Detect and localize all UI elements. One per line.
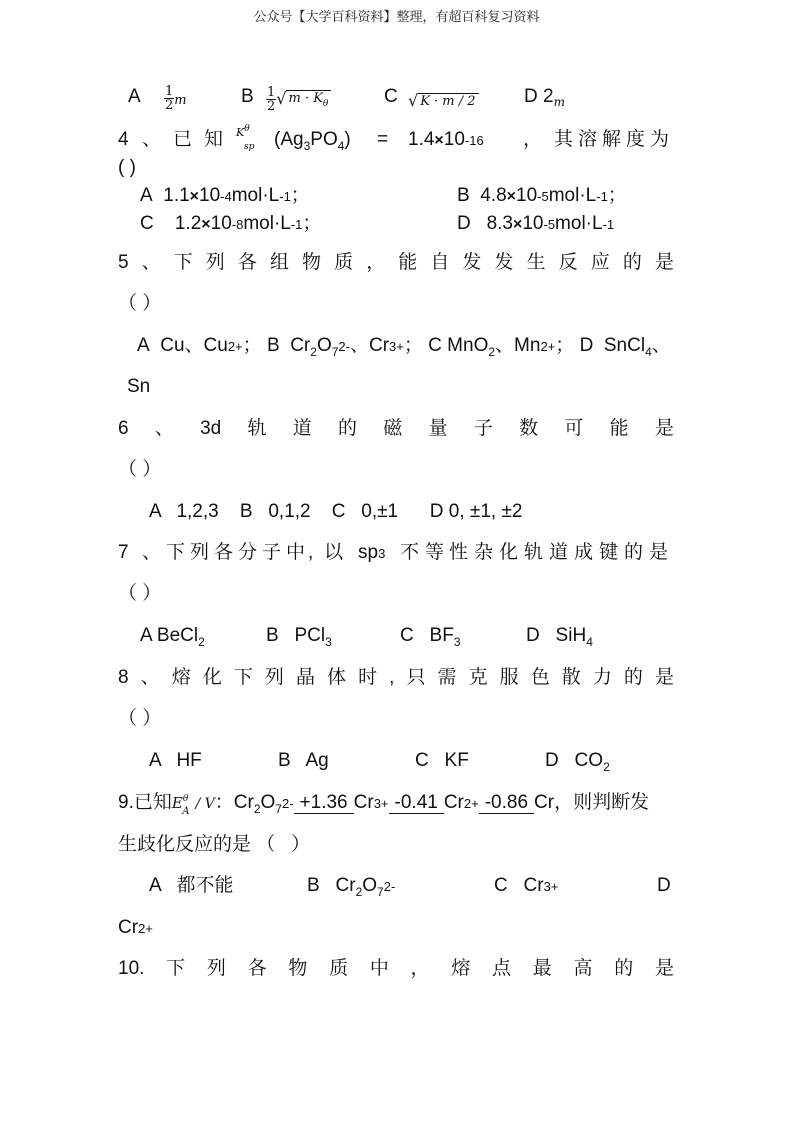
q3-option-d-value: D $2_m$	[524, 86, 565, 109]
q6-options: A 1,2,3 B 0,1,2 C 0,±1 D 0, ±1, ±2	[149, 501, 523, 522]
q3-option-a-label: A	[128, 86, 141, 107]
q3-option-b-value: $\frac{1}{2}$ √ $m \cdot K_\theta$	[266, 84, 331, 114]
q7-options: A BeCl$_2$ B PCl$_3$ C $BF_3$ D SiH$_4$	[140, 625, 593, 649]
q5-option-d-continued: Sn	[127, 376, 151, 397]
q4-answer-blank: ( )	[118, 157, 136, 178]
q7-answer-blank: （ ）	[118, 583, 162, 604]
q3-option-b-label: B	[241, 86, 254, 107]
q4-option-b: B 4.8×10-5mol·L-1；	[457, 185, 627, 206]
q3-options-line	[128, 82, 688, 112]
ksp-symbol: $K^\theta$ sp	[236, 123, 255, 152]
q10-stem: 10. 下 列 各 物 质 中 ， 熔 点 最 高 的 是	[118, 958, 674, 979]
q9-stem: 9.已知$E^\theta_A$ / V：$Cr_2O_72- +1.36$ Cr3+ -0.41 Cr2+ -0.86 Cr，则判断发	[118, 792, 650, 817]
q6-stem: 6 、 3d 轨 道 的 磁 量 子 数 可 能 是	[118, 418, 674, 439]
potential-3: -0.86	[479, 792, 534, 814]
page-header: 公众号【大学百科资料】整理，有超百科复习资料	[253, 10, 540, 25]
potential-1: +1.36	[294, 792, 354, 814]
q3-option-a-value: $\frac{1}{2}$ m	[165, 84, 187, 114]
q9-option-d-continued: Cr2+	[118, 917, 153, 938]
q4-option-c: C 1.2×10-8mol·L-1；	[140, 213, 322, 234]
potential-2: -0.41	[389, 792, 444, 814]
q8-stem: 8 、 熔 化 下 列 晶 体 时 , 只 需 克 服 色 散 力 的 是	[118, 667, 674, 688]
q9-stem-line2: 生歧化反应的是 （ ）	[118, 834, 311, 855]
q5-answer-blank: （ ）	[118, 293, 162, 314]
q9-options: A 都不能 B $Cr_2O_72-$ C Cr3+ D	[149, 875, 671, 899]
q4-option-a: A 1.1×10-4mol·L-1；	[140, 185, 310, 206]
q3-option-c-label: C	[384, 86, 398, 107]
q3-option-c-value: √ K · m / 2	[408, 86, 479, 116]
q5-stem: 5 、 下 列 各 组 物 质 ， 能 自 发 发 生 反 应 的 是	[118, 252, 674, 273]
q5-options: A Cu、Cu2+； B $Cr_2O_72-$、Cr3+； C MnO$_2$、Mn2+； D SnCl$_4$、	[137, 335, 671, 359]
ksp-value: 1.4×10-16	[408, 129, 484, 150]
q4-option-d: D 8.3×10-5mol·L-1	[457, 213, 615, 234]
q6-answer-blank: （ ）	[118, 459, 162, 480]
q8-answer-blank: （ ）	[118, 708, 162, 729]
ag3po4-formula: $(Ag_3PO_4)$	[274, 129, 351, 153]
q8-options: A HF B Ag C KF D $CO_2$	[149, 750, 610, 774]
